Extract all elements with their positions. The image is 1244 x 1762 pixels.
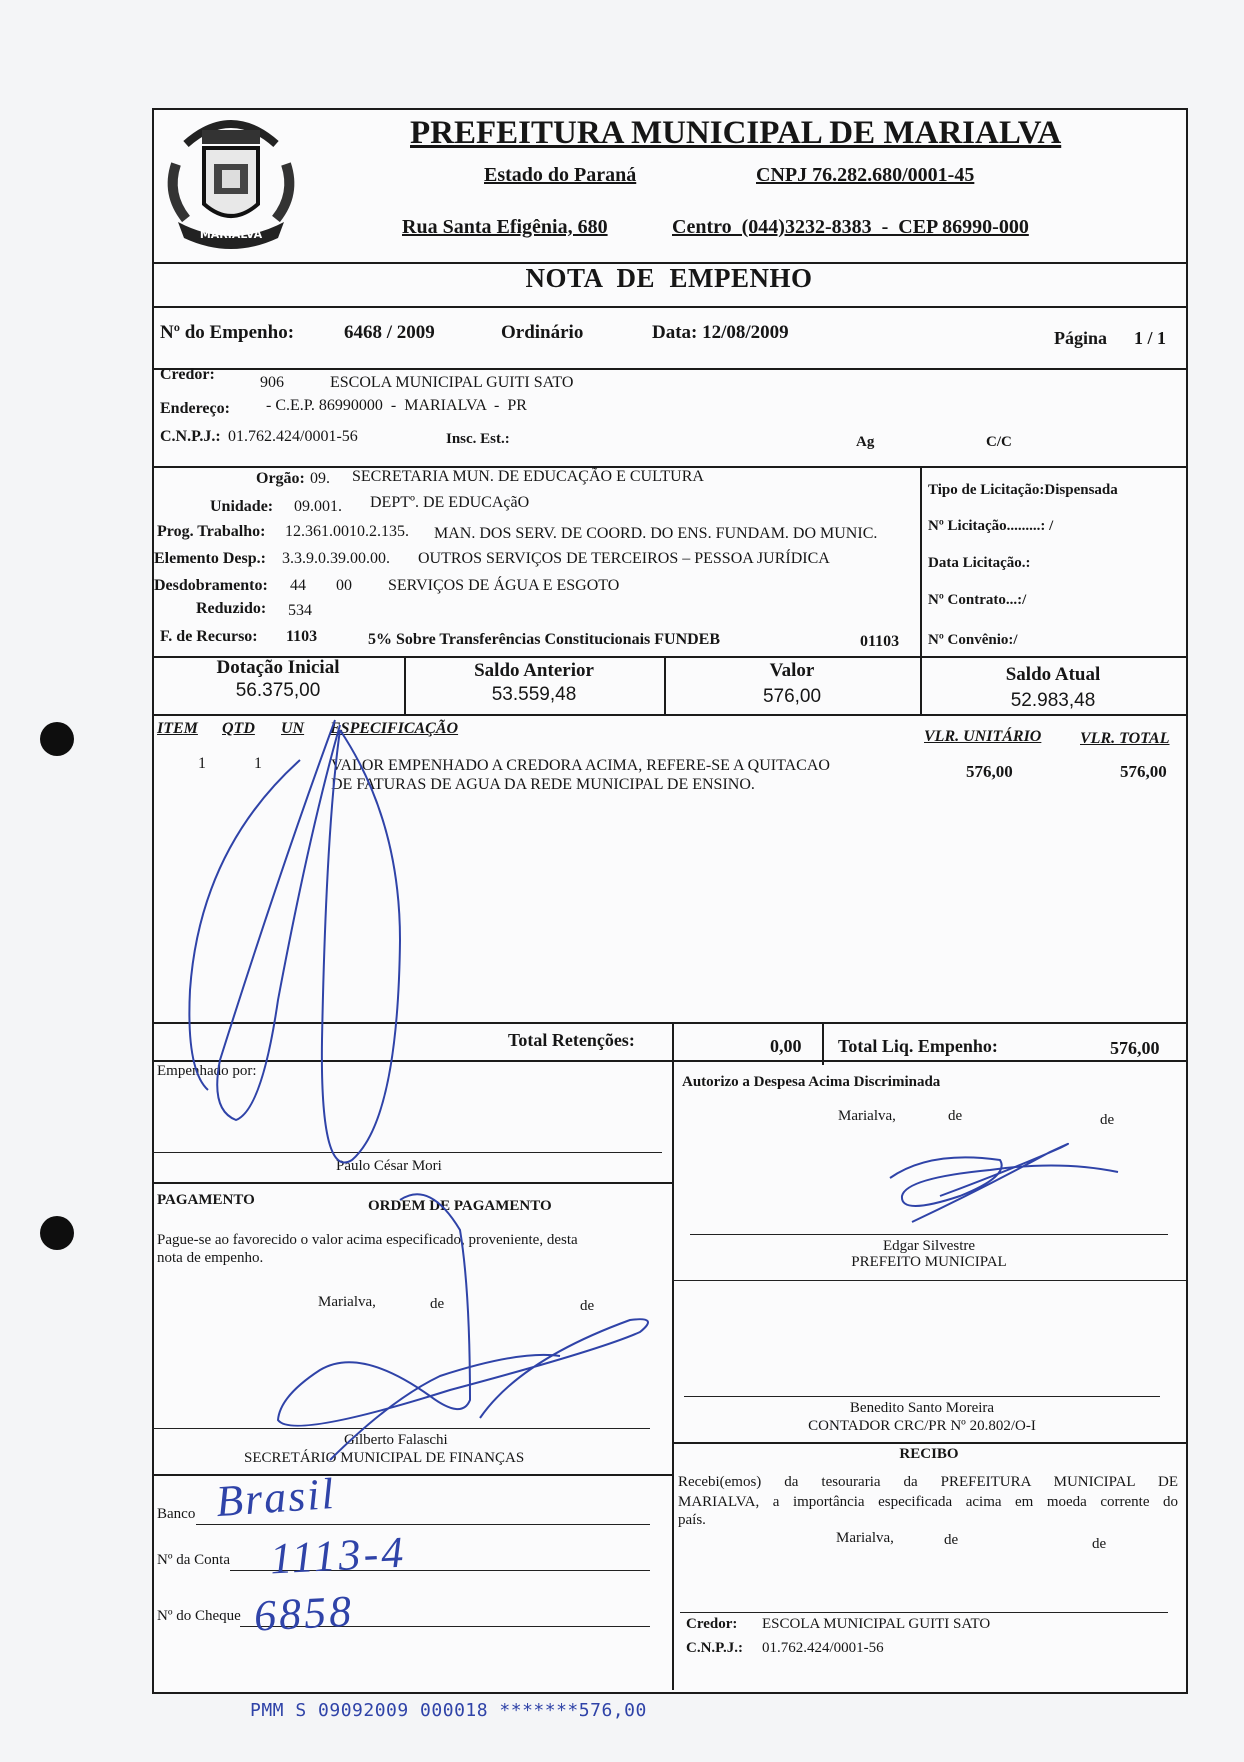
pagamento-text-line1: Pague-se ao favorecido o valor acima especificado, proveniente, desta	[157, 1232, 578, 1248]
empenho-type: Ordinário	[501, 322, 584, 343]
divider	[152, 368, 1186, 370]
totals-divider	[822, 1022, 824, 1065]
signature-line	[684, 1396, 1160, 1397]
saldo-atual-label: Saldo Atual	[1005, 664, 1101, 685]
document-title: NOTA DE EMPENHO	[525, 263, 813, 293]
autorizo-de2: de	[1100, 1112, 1115, 1128]
pagamento-de1: de	[430, 1296, 445, 1312]
pagamento-signer: Gilberto Falaschi	[344, 1432, 448, 1448]
valor-value: 576,00	[762, 686, 822, 707]
recibo-text-line3: país.	[678, 1512, 706, 1528]
divider	[672, 1280, 1186, 1281]
pagamento-de2: de	[580, 1298, 595, 1314]
divider	[152, 1060, 1186, 1062]
recurso-label: F. de Recurso:	[160, 628, 258, 645]
prog-trabalho-code: 12.361.0010.2.135.	[285, 523, 409, 540]
recibo-de1: de	[944, 1532, 959, 1548]
saldo-atual-value: 52.983,48	[1010, 690, 1096, 711]
elemento-label: Elemento Desp.:	[154, 550, 266, 567]
cnpj-label: C.N.P.J.:	[160, 428, 221, 445]
prog-trabalho-name: MAN. DOS SERV. DE COORD. DO ENS. FUNDAM. DO MUNIC.	[434, 525, 878, 542]
liquido-value: 576,00	[1110, 1038, 1160, 1058]
cheque-handwritten: 6858	[252, 1586, 356, 1641]
credor-label: Credor:	[160, 366, 215, 383]
street-address: Rua Santa Efigênia, 680	[402, 216, 608, 238]
address-label: Endereço:	[160, 400, 230, 417]
desdobramento-code2: 00	[336, 577, 352, 594]
crest-label: MARIALVA	[199, 228, 263, 241]
contador-signer: Benedito Santo Moreira	[849, 1400, 995, 1416]
empenhado-signer: Paulo César Mori	[336, 1158, 442, 1174]
divider	[152, 1022, 1186, 1024]
tipo-licitacao: Tipo de Licitação:Dispensada	[928, 482, 1118, 498]
cheque-label: Nº do Cheque	[157, 1608, 241, 1624]
signature-line	[690, 1234, 1168, 1235]
insc-est-label: Insc. Est.:	[446, 431, 510, 447]
item-description-line2: DE FATURAS DE AGUA DA REDE MUNICIPAL DE ENSINO.	[331, 776, 755, 793]
recibo-de2: de	[1092, 1536, 1107, 1552]
municipality-cnpj: CNPJ 76.282.680/0001-45	[756, 164, 975, 186]
autorizo-role: PREFEITO MUNICIPAL	[851, 1254, 1007, 1270]
recibo-credor-label: Credor:	[686, 1616, 738, 1632]
account-label: C/C	[986, 434, 1012, 450]
autorizo-title: Autorizo a Despesa Acima Discriminada	[682, 1074, 941, 1090]
prog-trabalho-label: Prog. Trabalho:	[157, 523, 266, 540]
col-total-header: VLR. TOTAL	[1080, 730, 1170, 747]
reduzido-value: 534	[288, 602, 312, 619]
agency-label: Ag	[856, 434, 875, 450]
recurso-name: 5% Sobre Transferências Constitucionais FUNDEB	[368, 631, 721, 648]
pagamento-role: SECRETÁRIO MUNICIPAL DE FINANÇAS	[244, 1450, 525, 1466]
recibo-text-line2: MARIALVA, a importância especificada acima em moeda corrente do	[678, 1494, 1178, 1510]
divider	[152, 714, 1186, 716]
pagamento-text-line2: nota de empenho.	[157, 1250, 264, 1266]
credor-code: 906	[260, 374, 284, 391]
punch-hole	[40, 722, 74, 756]
municipality-title: PREFEITURA MUNICIPAL DE MARIALVA	[410, 115, 1062, 151]
page-label: Página	[1054, 328, 1108, 348]
desdobramento-label: Desdobramento:	[154, 577, 268, 594]
col-especificacao-header: ESPECIFICAÇÃO	[330, 720, 459, 737]
recibo-credor-name: ESCOLA MUNICIPAL GUITI SATO	[762, 1616, 991, 1632]
signature-line	[152, 1428, 650, 1429]
state-name: Estado do Paraná	[484, 164, 637, 186]
retencoes-value: 0,00	[770, 1036, 802, 1056]
conta-label: Nº da Conta	[157, 1552, 230, 1568]
footer-stamp: PMM S 09092009 000018 *******576,00	[250, 1700, 647, 1721]
valor-label: Valor	[769, 660, 815, 681]
recibo-text-line1: Recebi(emos) da tesouraria da PREFEITURA MUNICIPAL DE	[678, 1474, 1178, 1490]
orgao-code: 09.	[310, 470, 330, 487]
numero-convenio: Nº Convênio:/	[928, 632, 1018, 648]
recurso-code: 1103	[286, 628, 318, 645]
autorizo-place: Marialva,	[838, 1108, 896, 1124]
punch-hole	[40, 1216, 74, 1250]
empenho-date: Data: 12/08/2009	[652, 322, 789, 343]
recibo-place: Marialva,	[836, 1530, 894, 1546]
autorizo-signer: Edgar Silvestre	[882, 1238, 976, 1254]
orgao-name: SECRETARIA MUN. DE EDUCAÇÃO E CULTURA	[352, 468, 704, 485]
credor-name: ESCOLA MUNICIPAL GUITI SATO	[330, 374, 574, 391]
col-unitario-header: VLR. UNITÁRIO	[924, 728, 1042, 745]
signature-line	[152, 1152, 662, 1153]
unidade-name: DEPTº. DE EDUCAçãO	[370, 494, 530, 511]
desdobramento-code1: 44	[290, 577, 306, 594]
orgao-label: Orgão:	[256, 470, 305, 487]
divider	[152, 306, 1186, 308]
divider	[152, 1182, 672, 1184]
licitacao-divider	[920, 466, 922, 658]
autorizo-de1: de	[948, 1108, 963, 1124]
banco-handwritten: Brasil	[214, 1468, 338, 1527]
empenhado-por-label: Empenhado por:	[157, 1063, 257, 1079]
data-licitacao: Data Licitação.:	[928, 555, 1031, 571]
totals-divider	[672, 1022, 674, 1065]
elemento-name: OUTROS SERVIÇOS DE TERCEIROS – PESSOA JURÍDICA	[418, 550, 830, 567]
item-description-line1: VALOR EMPENHADO A CREDORA ACIMA, REFERE-SE A QUITACAO	[331, 757, 830, 774]
empenho-number-label: Nº do Empenho:	[160, 322, 295, 343]
reduzido-label: Reduzido:	[196, 600, 267, 617]
main-column-divider	[672, 1060, 674, 1690]
dotacao-inicial-value: 56.375,00	[235, 680, 321, 701]
item-number: 1	[198, 755, 206, 772]
col-item-header: ITEM	[157, 720, 198, 737]
district-phone-cep: Centro (044)3232-8383 - CEP 86990-000	[672, 216, 1029, 238]
banco-label: Banco	[157, 1506, 196, 1522]
recibo-title: RECIBO	[899, 1446, 959, 1462]
numero-contrato: Nº Contrato...:/	[928, 592, 1027, 608]
contador-role: CONTADOR CRC/PR Nº 20.802/O-I	[808, 1418, 1036, 1434]
unidade-code: 09.001.	[294, 498, 342, 515]
elemento-code: 3.3.9.0.39.00.00.	[282, 550, 390, 567]
recibo-cnpj: 01.762.424/0001-56	[762, 1640, 884, 1656]
unidade-label: Unidade:	[210, 498, 274, 515]
item-unit-value: 576,00	[966, 762, 1013, 781]
liquido-label: Total Liq. Empenho:	[838, 1036, 998, 1056]
credor-address: - C.E.P. 86990000 - MARIALVA - PR	[266, 397, 527, 414]
pagamento-title: PAGAMENTO	[157, 1192, 255, 1208]
col-qtd-header: QTD	[222, 720, 255, 737]
empenho-number: 6468 / 2009	[344, 322, 435, 343]
page-number: 1 / 1	[1134, 328, 1167, 348]
pagamento-place: Marialva,	[318, 1294, 376, 1310]
saldo-anterior-label: Saldo Anterior	[474, 660, 594, 681]
recurso-code2: 01103	[860, 633, 900, 650]
recibo-cnpj-label: C.N.P.J.:	[686, 1640, 743, 1656]
desdobramento-name: SERVIÇOS DE ÁGUA E ESGOTO	[388, 577, 620, 594]
saldo-anterior-value: 53.559,48	[491, 684, 577, 705]
retencoes-label: Total Retenções:	[508, 1030, 635, 1050]
dotacao-inicial-label: Dotação Inicial	[216, 657, 340, 678]
col-un-header: UN	[281, 720, 305, 737]
credor-cnpj: 01.762.424/0001-56	[228, 428, 358, 445]
item-qtd: 1	[254, 755, 262, 772]
banco-line	[196, 1524, 650, 1525]
signature-line	[680, 1612, 1168, 1613]
conta-handwritten: 1113-4	[268, 1527, 408, 1584]
municipal-crest-icon	[156, 104, 306, 254]
item-total-value: 576,00	[1120, 762, 1167, 781]
divider	[672, 1442, 1186, 1444]
ordem-pagamento-title: ORDEM DE PAGAMENTO	[368, 1198, 552, 1214]
numero-licitacao: Nº Licitação.........: /	[928, 518, 1054, 534]
